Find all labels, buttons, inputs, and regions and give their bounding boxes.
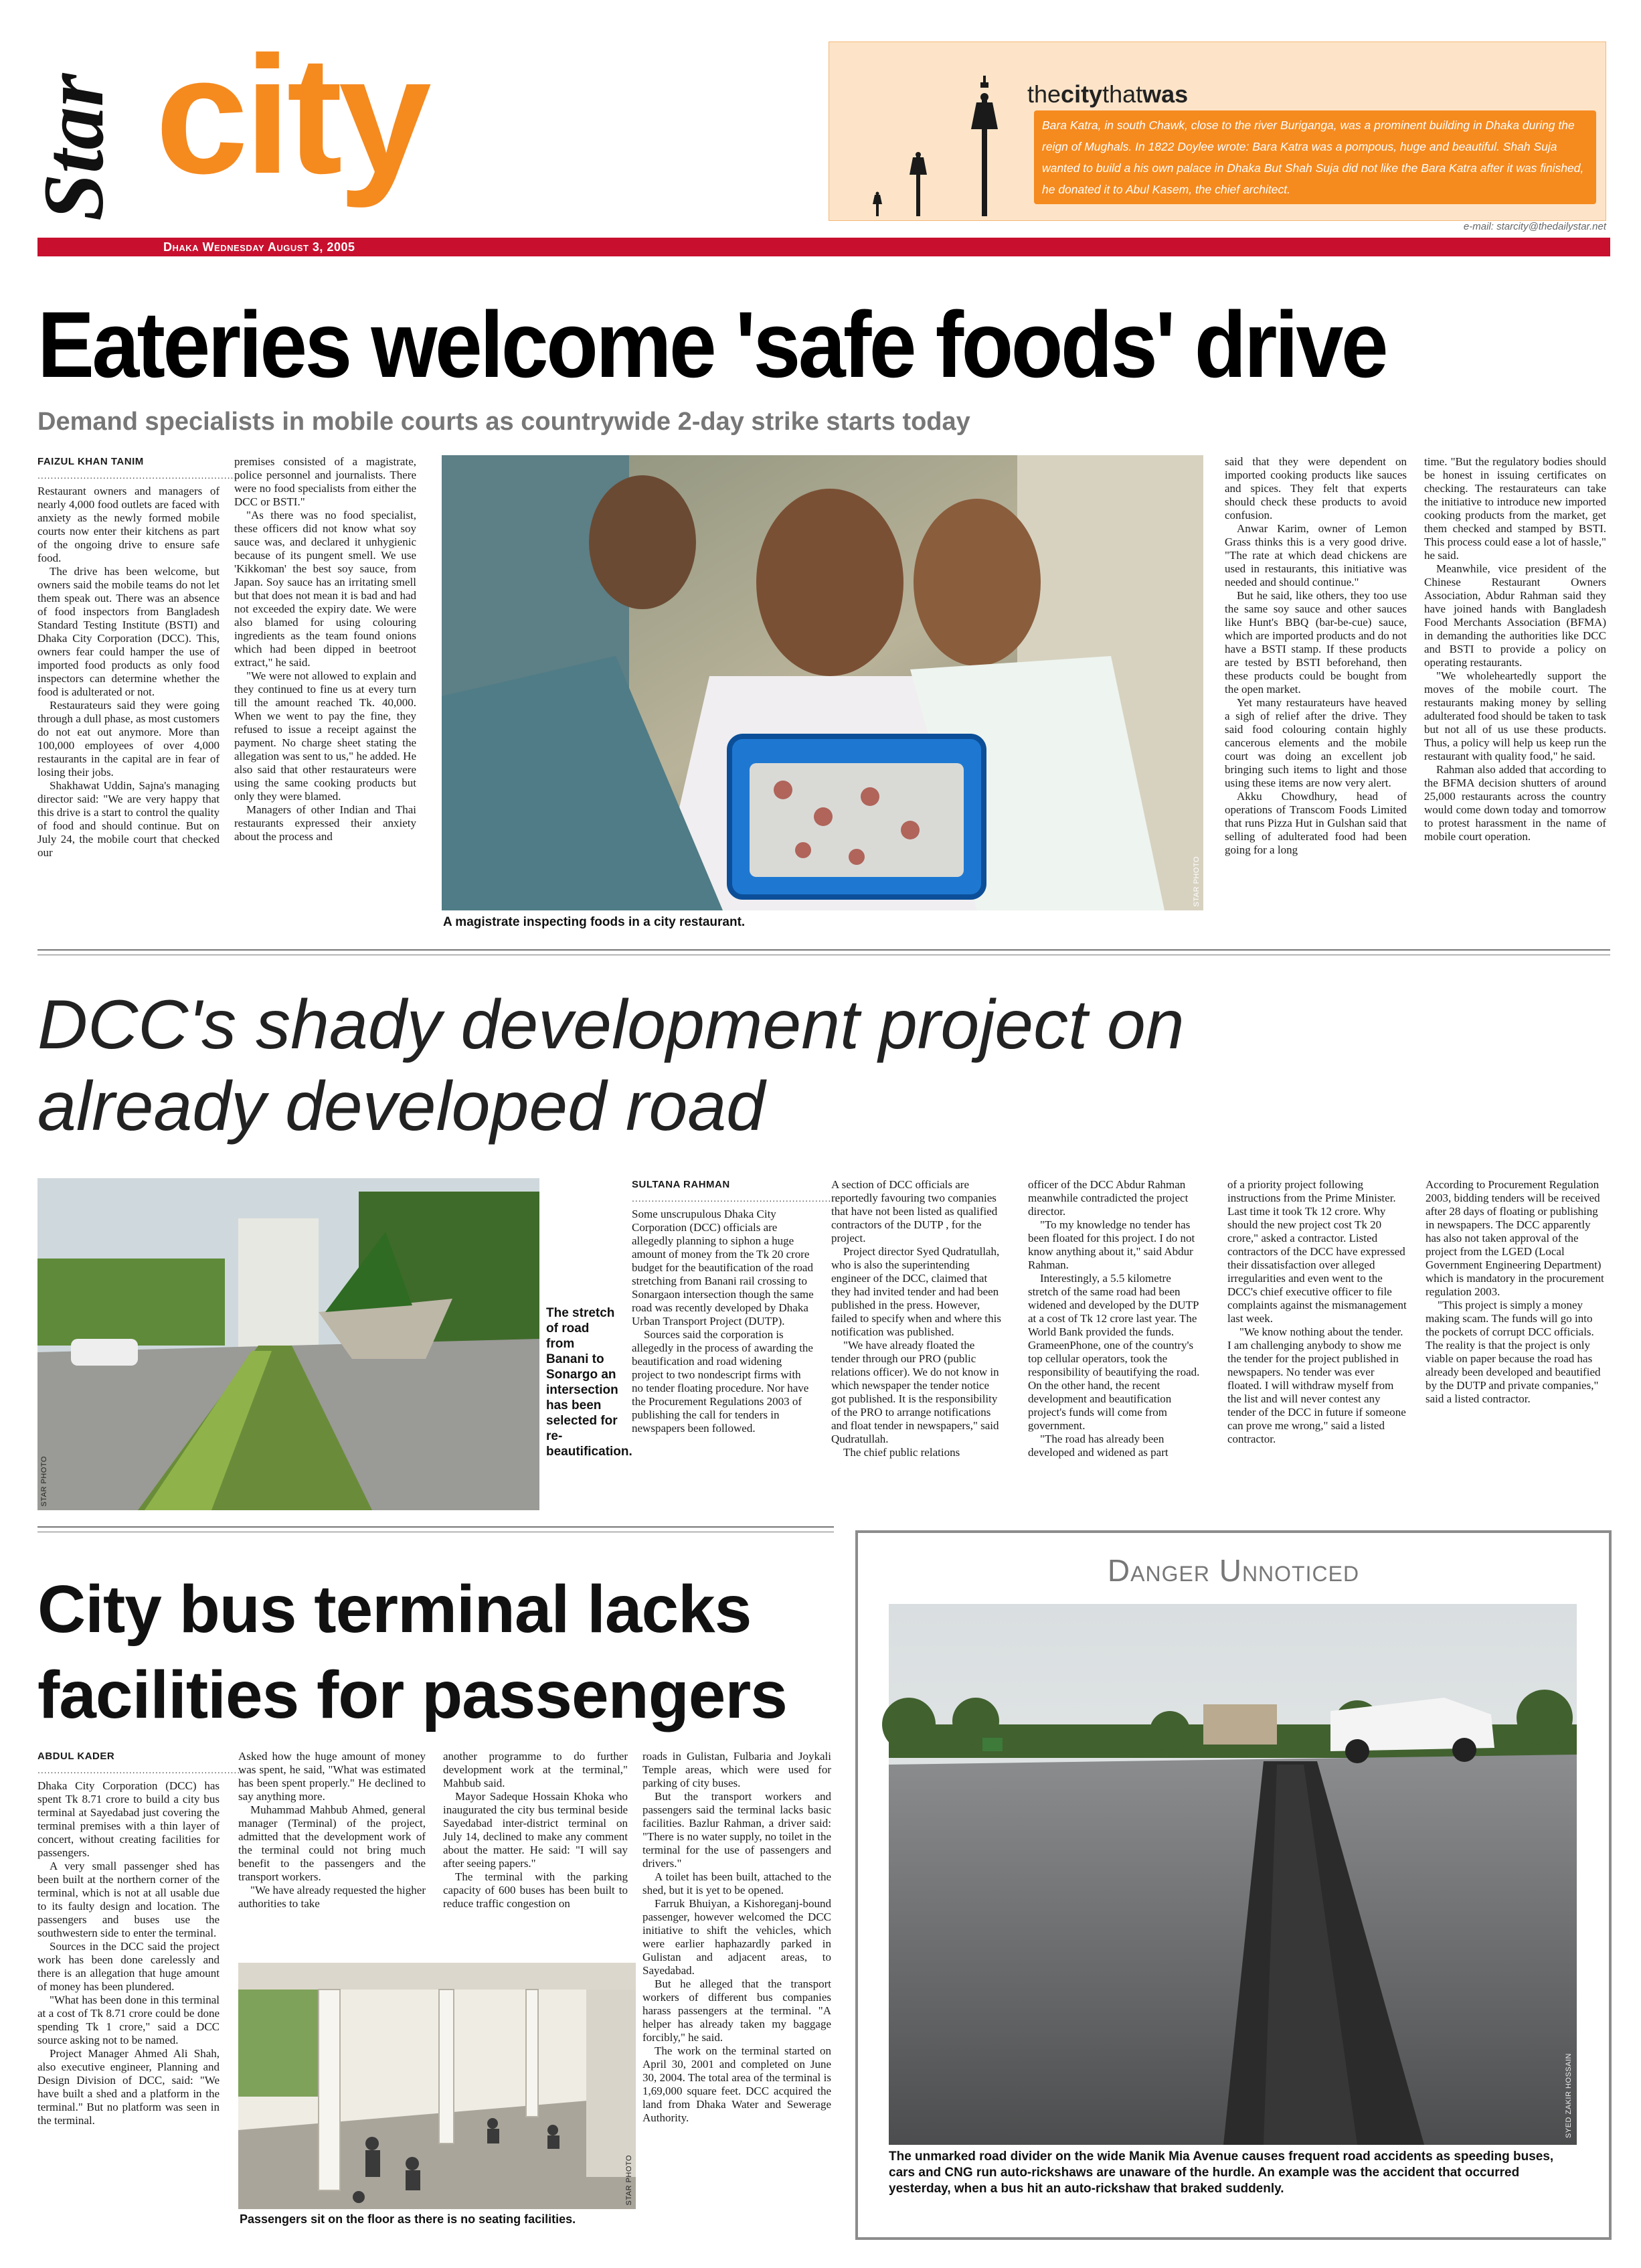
story3-paragraph: "What has been done in this terminal at a cost of Tk 8.71 crore could be done spending Tk 1 crore," said a DCC source asking not to be named. [37,1994,220,2046]
story1-photo [442,455,1203,910]
story3-caption: Passengers sit on the floor as there is no seating facilities. [240,2212,576,2226]
story3-paragraph: Mayor Sadeque Hossain Khoka who inaugurated the city bus terminal beside Sayedabad inter-district terminal on July 14, declined to make any comment about the matter. He said: "I will say after seeing papers." [443,1790,628,1870]
story1-headline: Eateries welcome 'safe foods' drive [37,292,1386,397]
story2-headline-line: DCC's shady development project on [37,986,1185,1064]
logo-city: city [155,21,428,208]
story3-paragraph: "We have already requested the higher authorities to take [238,1884,426,1910]
dateline: Dhaka Wednesday August 3, 2005 [163,240,355,254]
story1-col3 [1225,455,1407,924]
label-was: was [1142,80,1189,108]
city-that-was-panel [829,42,1606,221]
divider [37,949,1610,951]
story2-byline-dots: ............................................................... [632,1193,839,1204]
story2-headline-line: already developed road [37,1068,766,1145]
story3-byline: ABDUL KADER [37,1751,115,1762]
story1-subhead: Demand specialists in mobile courts as countrywide 2-day strike starts today [37,408,970,436]
story2-paragraph: Interestingly, a 5.5 kilometre stretch of the same road had been widened and developed by the DUTP at a cost of Tk 12 crore last year. The World Bank provided the funds. GrameenPhone, one of the country's top cellular operators, took the responsibility of beautifying the road. On the other hand, the recent development and beautification project's funds will come from government. [1028,1272,1200,1432]
email[interactable]: e-mail: starcity@thedailystar.net [1463,221,1606,232]
story2-caption: The stretch of road from Banani to Sonargo an intersection has been selected for re-beautification. [546,1306,632,1459]
story1-col2 [234,455,416,924]
story1-paragraph: Shakhawat Uddin, Sajna's managing director said: "We are very happy that this drive is a start to control the quality of food and should continue. But on July 24, the mobile court that checked our [37,779,220,859]
story1-paragraph: premises consisted of a magistrate, police personnel and journalists. There were no food specialists from either the DCC or BSTI." [234,455,416,508]
story2-col5 [1426,1178,1606,1513]
story3-col2 [238,1750,426,1964]
story3-headline-line: City bus terminal lacks [37,1572,752,1647]
story1-paragraph: "We were not allowed to explain and they continued to fine us at every turn till the amount reached Tk. 40,000. When we went to pay the fine, they refused to issue a receipt against the payment. No charge sheet stating the allegation was sent to us," he added. He also said that other restaurateurs were using the same cooking products but only they were blamed. [234,669,416,803]
story2-col4 [1227,1178,1408,1513]
story3-paragraph: Farruk Bhuiyan, a Kishoreganj-bound passenger, however welcomed the DCC initiative to shift the vehicles, which were earlier haphazardly parked in Gulistan and adjacent areas, to Sayedabad. [642,1897,831,1977]
terminal-photo [238,1963,636,2209]
story2-paragraph: of a priority project following instructions from the Prime Minister. Last time it took Tk 12 crore. Why should the new project cost Tk 20 crore," asked a contractor. Listed contractors of the DCC have expressed their dissatisfaction over alleged irregularities and even went to the DCC's chief executive officer to file complaints against the mismanagement last week. [1227,1178,1407,1325]
story2-paragraph: "We know nothing about the tender. I am challenging anybody to show me the tender for the project published in newspapers. No tender was ever floated. I will withdraw myself from the list and will never contest any tender of the DCC in future if someone can prove me wrong," said a listed contractor. [1227,1325,1406,1445]
story1-paragraph: Yet many restaurateurs have heaved a sigh of relief after the drive. They said food colouring contain highly cancerous elements and the mobile court was doing an excellent job bringing such items to light and those using these items are now very alert. [1225,696,1407,789]
story3-paragraph: Sources in the DCC said the project work has been done carelessly and there is an allegation that huge amount of money has been plundered. [37,1940,220,1993]
label-that: that [1102,80,1143,108]
story3-paragraph: Project Manager Ahmed Ali Shah, also executive engineer, Planning and Design Division of DCC, said: "We have built a shed and a platform in the terminal." But no platform was seen in the terminal. [37,2047,220,2127]
story2-paragraph: "This project is simply a money making scam. The funds will go into the pockets of corrupt DCC officials. The reality is that the project is only viable on paper because the road has already been developed and beautified by the DUTP and private companies," said a listed contractor. [1426,1299,1601,1405]
story3-paragraph: But the transport workers and passengers said the terminal lacks basic facilities. Bazlur Rahman, a driver said: "There is no water supply, no toilet in the terminal for the use of passengers and drivers." [642,1790,831,1870]
story1-byline: FAIZUL KHAN TANIM [37,456,144,467]
story3-headline-line: facilities for passengers [37,1657,787,1732]
story2-headline [37,984,1185,1147]
story1-paragraph: But he said, like others, they too use the same soy sauce and other sauces like Hunt's BBQ (bar-be-cue) sauce, which are imported products and do not have a BSTI stamp. If these products are tested by BSTI beforehand, then these products could be bought from the open market. [1225,589,1407,696]
magistrate-photo [442,455,1203,910]
danger-title: Danger Unnoticed [1107,1553,1360,1588]
story1-caption: A magistrate inspecting foods in a city restaurant. [443,915,746,929]
story2-paragraph: Sources said the corporation is allegedly in the process of awarding the beautification and road widening project to two nondescript firms with no tender floating procedure. Nor have the Procurement Regulations 2003 of publishing the call for tenders in newspapers been followed. [632,1328,813,1435]
story1-paragraph: Akku Chowdhury, head of operations of Transcom Foods Limited that runs Pizza Hut in Gulshan said that selling of adulterated food had been going for a long [1225,790,1407,856]
story1-paragraph: The drive has been welcome, but owners said the mobile teams do not let them speak out. There was an absence of food inspectors from Bangladesh Standard Testing Institute (BSTI) and Dhaka City Corporation (DCC). This, owners fear could hamper the use of imported food products as only food inspectors can determine whether the food is adulterated or not. [37,565,220,698]
story3-paragraph: A very small passenger shed has been built at the northern corner of the terminal, which is not at all usable due to its faulty design and location. The passengers and buses use the southwestern side to enter the terminal. [37,1860,220,1939]
story1-paragraph: Restaurateurs said they were going through a dull phase, as most customers do not eat out anymore. More than 100,000 employees of over 4,000 restaurants in the capital are in fear of losing their jobs. [37,699,220,779]
story1-paragraph: Managers of other Indian and Thai restaurants expressed their anxiety about the process and [234,803,416,843]
story2-paragraph: "To my knowledge no tender has been floated for this project. I do not know anything about it," said Abdur Rahman. [1028,1218,1195,1271]
story3-photo [238,1963,636,2209]
story2-photo [37,1178,539,1510]
danger-photo [889,1604,1577,2145]
story3-col4 [642,1750,831,2232]
story2-col2 [831,1178,1005,1513]
divider [37,1526,834,1528]
story1-paragraph: "We wholeheartedly support the moves of the mobile court. The restaurants making money by selling adulterated food should be taken to task but not all of us use these products. Thus, a policy will help us keep run the restaurant with quality food," he said. [1424,669,1606,762]
city-that-was-label [1027,82,1188,106]
story1-paragraph: Restaurant owners and managers of nearly 4,000 food outlets are faced with anxiety as the newly formed mobile courts now enter their kitchens as part of the ongoing drive to ensure safe food. [37,485,220,564]
story1-paragraph: said that they were dependent on imported cooking products like sauces and spices. They felt that experts should check these products to avoid confusion. [1225,455,1407,521]
story1-paragraph: time. "But the regulatory bodies should be honest in issuing certificates on checking. The restaurateurs can take the initiative to introduce new imported cooking products from the market, get them checked and stamped by BSTI. This process could ease a lot of hassle," he said. [1424,455,1606,562]
story2-col3 [1028,1178,1202,1513]
story3-photo-credit: STAR PHOTO [625,2154,633,2205]
story2-col1 [632,1178,839,1513]
story3-paragraph: The terminal with the parking capacity of 600 buses has been built to reduce traffic congestion on [443,1870,628,1910]
story2-paragraph: "The road has already been developed and widened as part [1028,1433,1169,1459]
story3-paragraph: Dhaka City Corporation (DCC) has spent Tk 8.71 crore to build a city bus terminal at Sayedabad just covering the terminal premises with a thin layer of concert, without creating facilities for passengers. [37,1779,220,1859]
road-photo [37,1178,539,1510]
logo-star: Star [26,73,121,222]
story1-paragraph: "As there was no food specialist, these officers did not know what soy sauce was, and declared it unhygienic because of its pungent smell. We use 'Kikkoman' the best soy sauce, from Japan. Soy sauce has an irritating smell but that does not mean it is bad and had not exceeded the expiry date. We were also blamed for using colouring ingredients as the team found onions which had been dipped in beetroot extract," he said. [234,509,416,669]
story1-paragraph: Anwar Karim, owner of Lemon Grass thinks this is a very good drive. "The rate at which dead chickens are used in restaurants, this initiative was needed and should continue." [1225,522,1407,588]
story1-col1 [37,455,244,924]
danger-caption: The unmarked road divider on the wide Manik Mia Avenue causes frequent road accidents as speeding buses, cars and CNG run auto-rickshaws are unaware of the hurdle. An example was the accident that occurred yesterday, when a bus hit an auto-rickshaw that braked suddenly. [889,2150,1554,2196]
story3-headline [37,1566,787,1738]
story2-paragraph: According to Procurement Regulation 2003, bidding tenders will be received after 28 days of floating or publishing in newspapers. The DCC apparently has also not taken approval of the project from the LGED (Local Government Engineering Department) which is mandatory in the procurement regulation 2003. [1426,1178,1604,1298]
story2-byline: SULTANA RAHMAN [632,1179,730,1190]
story2-paragraph: "We have already floated the tender through our PRO (public relations officer). We do not know in which newspaper the tender notice got published. It is the responsibility of the PRO to arrange notifications and float tender in newspapers," said Qudratullah. [831,1339,999,1445]
story1-paragraph: Meanwhile, vice president of the Chinese Restaurant Owners Association, Abdur Rahman said they have joined hands with Bangladesh Food Merchants Association (BFMA) in demanding the authorities like DCC and BSTI to provide a policy on operating restaurants. [1424,562,1606,669]
masthead [0,0,1641,268]
story3-paragraph: Asked how the huge amount of money was spent, he said, "What was estimated has been spent properly." He declined to say anything more. [238,1750,426,1803]
story2-paragraph: The chief public relations [843,1446,960,1459]
story1-photo-credit: STAR PHOTO [1193,856,1201,906]
story3-paragraph: another programme to do further development work at the terminal," Mahbub said. [443,1750,628,1789]
story3-col3 [443,1750,628,1964]
story3-byline-dots: ............................................................... [37,1765,244,1775]
story2-photo-credit: STAR PHOTO [40,1455,48,1506]
story1-byline-dots: ............................................................... [37,470,244,481]
story3-paragraph: Muhammad Mahbub Ahmed, general manager (Terminal) of the project, admitted that the development work of the terminal could not bring much benefit to the passengers and the transport workers. [238,1803,426,1883]
story2-paragraph: Project director Syed Qudratullah, who is also the superintending engineer of the DCC, claimed that they had invited tender and had been published in the press. However, failed to specify when and where this notification was published. [831,1245,1001,1338]
road-divider-photo [889,1604,1577,2145]
story3-paragraph: But he alleged that the transport workers of different bus companies harass passengers at the terminal. "A helper has already taken my baggage forcibly," he said. [642,1977,831,2044]
city-that-was-text: Bara Katra, in south Chawk, close to the river Buriganga, was a prominent building in Dhaka during the reign of Mughals. In 1822 Doylee wrote: Bara Katra was a pompous, huge and beautiful. Shah Suja wanted to build a his own palace in Dhaka But Shah Suja did not like the Bara Katra after it was finished, he donated it to Abul Kasem, the chief architect. [1042,118,1584,196]
danger-photo-credit: SYED ZAKIR HOSSAIN [1565,2053,1573,2138]
story2-paragraph: A section of DCC officials are reportedly favouring two companies that have not been listed as qualified contractors of the DUTP , for the project. [831,1178,998,1244]
story3-paragraph: The work on the terminal started on April 30, 2001 and completed on June 30, 2004. The total area of the terminal is 1,69,000 square feet. DCC acquired the land from Dhaka Water and Sewerage Authority. [642,2044,831,2124]
story2-paragraph: officer of the DCC Abdur Rahman meanwhile contradicted the project director. [1028,1178,1189,1218]
label-the: the [1027,80,1061,108]
story3-paragraph: A toilet has been built, attached to the shed, but it is yet to be opened. [642,1870,831,1896]
story3-col1 [37,1750,244,2232]
story2-paragraph: Some unscrupulous Dhaka City Corporation (DCC) officials are allegedly planning to siphon a huge amount of money from the Tk 20 crore budget for the beautification of the road stretching from Banani rail crossing to Sonargaon intersection though the same road was recently developed by Dhaka Urban Transport Project (DUTP). [632,1208,814,1327]
story3-paragraph: roads in Gulistan, Fulbaria and Joykali Temple areas, which were used for parking of city buses. [642,1750,831,1789]
label-city: city [1061,80,1103,108]
story1-paragraph: Rahman also added that according to the BFMA decision shutters of around 25,000 restaurants across the country would come down today and tomorrow to protest harassment in the name of mobile court operation. [1424,763,1606,843]
lamp-post-illustration [849,56,1003,216]
story1-col4 [1424,455,1606,924]
